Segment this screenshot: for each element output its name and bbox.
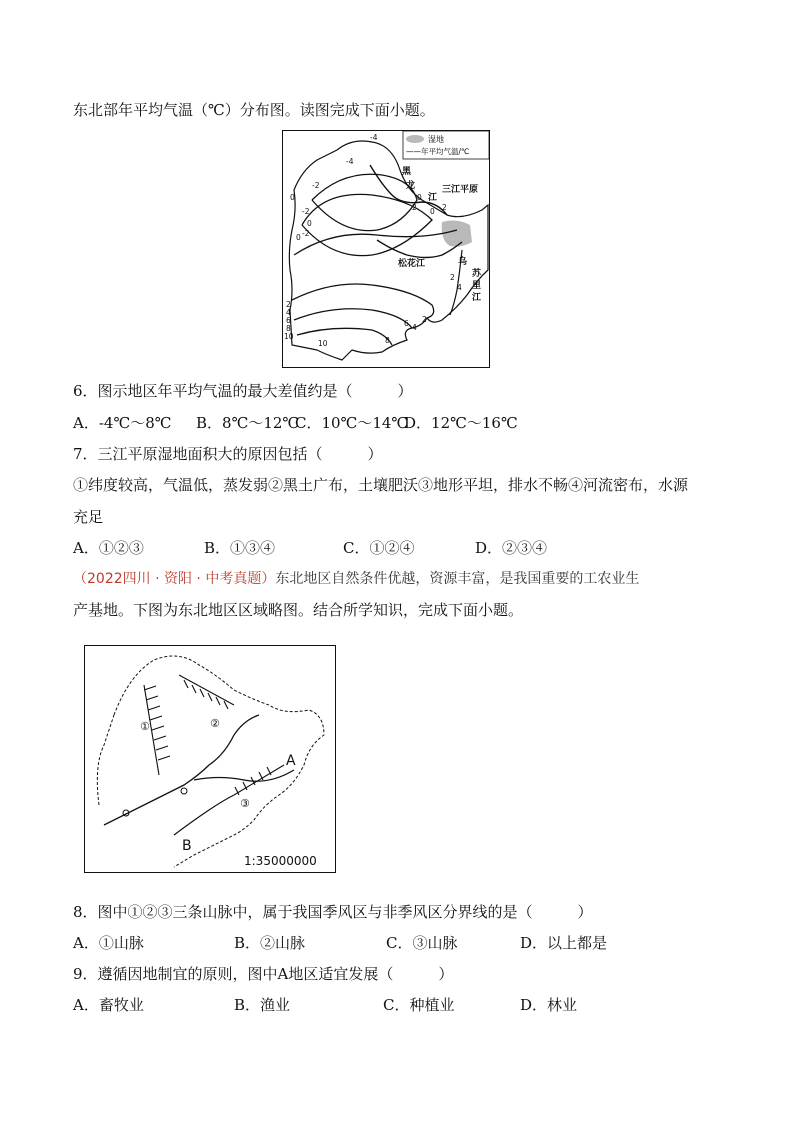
label-heilongjiang-2: 龙 (406, 181, 416, 191)
northeast-region-map (84, 645, 336, 873)
label-heilongjiang-1: 黑 (402, 167, 412, 177)
iso-label: -2 (302, 207, 310, 216)
legend-isotherm-label: ——年平均气温/℃ (406, 147, 470, 156)
q7-body-2: 充足 (73, 508, 104, 526)
iso-label: -4 (370, 133, 378, 142)
iso-label: -2 (302, 229, 310, 238)
map-scale: 1:35000000 (244, 854, 317, 868)
iso-label: 6 (286, 316, 291, 325)
iso-label: 2 (450, 273, 455, 282)
q7-stem: 7．三江平原湿地面积大的原因包括（ ） (73, 445, 383, 463)
q8-option-a[interactable]: A．①山脉 (73, 934, 144, 952)
iso-label: 10 (318, 339, 328, 348)
label-sanjiang: 三江平原 (442, 185, 479, 195)
q6-stem: 6．图示地区年平均气温的最大差值约是（ ） (73, 382, 413, 400)
q7-option-d[interactable]: D．②③④ (475, 539, 548, 557)
q9-option-b[interactable]: B．渔业 (234, 996, 291, 1014)
intro2-text-2: 产基地。下图为东北地区区域略图。结合所学知识，完成下面小题。 (73, 601, 524, 619)
wetland-area (442, 221, 472, 247)
iso-label: 2 (412, 203, 417, 212)
intro-text-1: 东北部年平均气温（℃）分布图。读图完成下面小题。 (73, 101, 435, 119)
temperature-map (282, 130, 490, 368)
q7-option-b[interactable]: B．①③④ (204, 539, 276, 557)
label-mountain-3: ③ (240, 797, 250, 810)
wetland-legend-swatch (406, 135, 424, 143)
q9-stem: 9．遵循因地制宜的原则，图中A地区适宜发展（ ） (73, 965, 454, 983)
iso-label: 8 (385, 336, 390, 345)
label-region-b: B (182, 838, 192, 854)
label-mountain-2: ② (210, 717, 220, 730)
q9-option-a[interactable]: A．畜牧业 (73, 996, 144, 1014)
iso-label: 0 (290, 193, 295, 202)
iso-label: 0 (417, 193, 422, 202)
iso-label: 0 (430, 207, 435, 216)
label-region-a: A (286, 753, 296, 769)
question-source: （2022四川 · 资阳 · 中考真题） (73, 571, 276, 587)
iso-label: 2 (286, 300, 291, 309)
iso-label: 2 (422, 315, 427, 324)
label-songhua: 松花江 (398, 259, 426, 269)
q6-option-b[interactable]: B．8℃～12℃ (196, 414, 300, 432)
label-wusuli-3: 里 (472, 281, 482, 291)
label-heilongjiang-3: 江 (428, 193, 438, 203)
q7-option-c[interactable]: C．①②④ (343, 539, 415, 557)
label-wusuli-1: 乌 (458, 257, 468, 267)
iso-label: 4 (412, 323, 417, 332)
iso-label: 2 (442, 203, 447, 212)
iso-label: 6 (404, 319, 409, 328)
iso-label: 4 (457, 283, 462, 292)
iso-label: 10 (284, 332, 294, 341)
legend-wetland-label: 湿地 (428, 135, 444, 144)
q7-option-a[interactable]: A．①②③ (73, 539, 144, 557)
label-wusuli-4: 江 (472, 293, 482, 303)
intro-text-2 (73, 569, 639, 589)
q8-option-d[interactable]: D．以上都是 (520, 934, 608, 952)
q6-option-d[interactable]: D．12℃～16℃ (404, 414, 518, 432)
q6-option-c[interactable]: C．10℃～14℃ (295, 414, 409, 432)
iso-label: 4 (286, 308, 291, 317)
q8-option-b[interactable]: B．②山脉 (234, 934, 306, 952)
q9-option-d[interactable]: D．林业 (520, 996, 578, 1014)
iso-label: 0 (296, 233, 301, 242)
intro2-text-1: 东北地区自然条件优越，资源丰富，是我国重要的工农业生 (275, 571, 640, 587)
iso-label: -4 (346, 157, 354, 166)
iso-label: -2 (312, 181, 320, 190)
map1-legend (403, 131, 489, 159)
q7-body-1: ①纬度较高，气温低，蒸发弱②黑土广布，土壤肥沃③地形平坦，排水不畅④河流密布，水源 (73, 476, 689, 494)
q8-option-c[interactable]: C．③山脉 (386, 934, 458, 952)
label-mountain-1: ① (140, 720, 150, 733)
iso-label: 0 (307, 219, 312, 228)
label-wusuli-2: 苏 (472, 269, 482, 279)
iso-label: 8 (286, 324, 291, 333)
q9-option-c[interactable]: C．种植业 (383, 996, 455, 1014)
q6-option-a[interactable]: A．-4℃～8℃ (73, 414, 172, 432)
q8-stem: 8．图中①②③三条山脉中，属于我国季风区与非季风区分界线的是（ ） (73, 903, 593, 921)
